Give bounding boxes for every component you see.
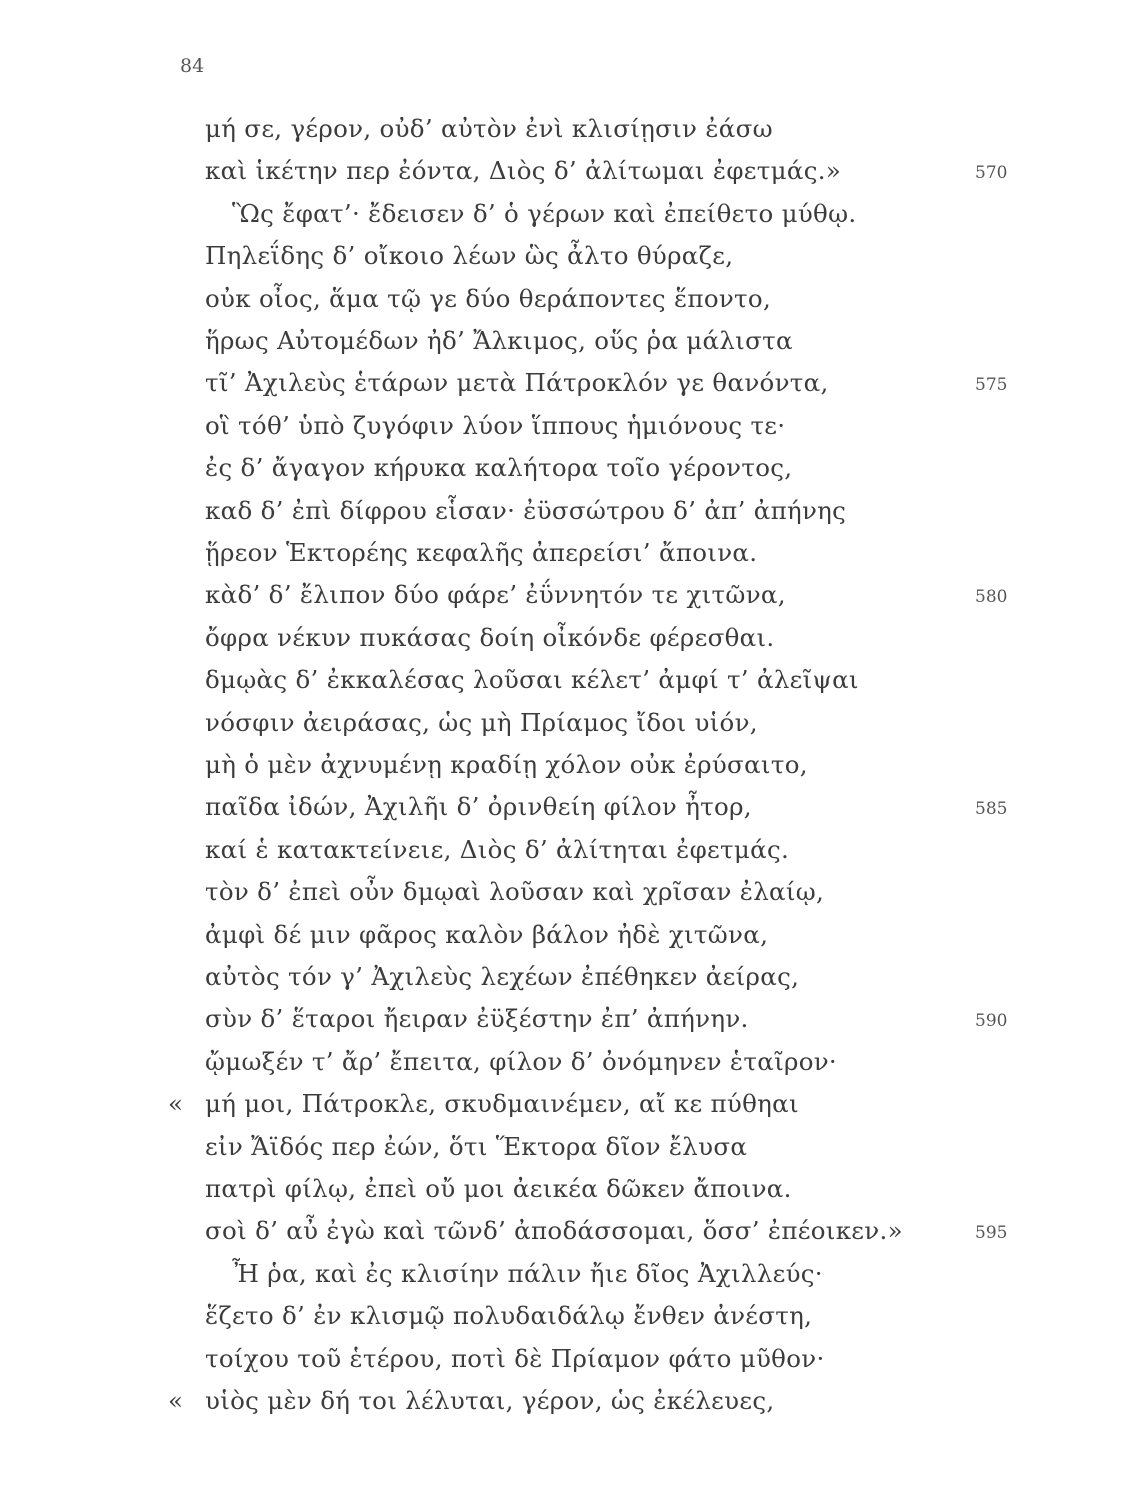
verse-text: υἱὸς μὲν δή τοι λέλυται, γέρον, ὡς ἐκέλευες, — [205, 1386, 775, 1415]
verse-line — [0, 193, 1148, 236]
line-number: 590 — [975, 1011, 1008, 1032]
verse-line — [0, 1210, 1148, 1253]
verse-text: νόσφιν ἀειράσας, ὡς μὴ Πρίαμος ἴδοι υἱόν, — [205, 707, 758, 737]
verse-line — [0, 659, 1148, 702]
verse-line — [0, 1338, 1148, 1381]
verse-line — [0, 1253, 1148, 1296]
verse-text: ᾤμωξέν τ’ ἄρ’ ἔπειτα, φίλον δ’ ὀνόμηνεν ἑταῖρον· — [205, 1046, 838, 1076]
verse-line — [0, 362, 1148, 405]
verse-text: οὐκ οἶος, ἅμα τῷ γε δύο θεράποντες ἕποντο, — [205, 283, 772, 313]
verse-line — [0, 574, 1148, 617]
verse-text: τῖ’ Ἀχιλεὺς ἑτάρων μετὰ Πάτροκλόν γε θανόντα, — [205, 368, 829, 398]
verse-line — [0, 447, 1148, 490]
verse-line — [0, 871, 1148, 914]
verse-text: ὄφρα νέκυν πυκάσας δοίη οἶκόνδε φέρεσθαι. — [205, 622, 775, 652]
verse-line — [0, 1126, 1148, 1169]
line-number: 570 — [975, 163, 1008, 184]
opening-quote-mark: « — [168, 1386, 183, 1415]
verse-line — [0, 532, 1148, 575]
verse-line — [0, 914, 1148, 957]
line-number: 580 — [975, 587, 1008, 608]
verse-line — [0, 786, 1148, 829]
verse-text: σοὶ δ’ αὖ ἐγὼ καὶ τῶνδ’ ἀποδάσσομαι, ὅσσ’ ἐπέοικεν.» — [205, 1216, 903, 1246]
verse-text: εἰν Ἄϊδός περ ἐών, ὅτι Ἕκτορα δῖον ἔλυσα — [205, 1131, 748, 1161]
verse-text: τὸν δ’ ἐπεὶ οὖν δμῳαὶ λοῦσαν καὶ χρῖσαν ἐλαίῳ, — [205, 877, 825, 907]
verse-text: κὰδ’ δ’ ἔλιπον δύο φάρε’ ἐΰννητόν τε χιτῶνα, — [205, 580, 786, 610]
page-number: 84 — [180, 55, 205, 77]
line-number: 575 — [975, 375, 1008, 396]
verse-text: ἕζετο δ’ ἐν κλισμῷ πολυδαιδάλῳ ἔνθεν ἀνέστη, — [205, 1301, 813, 1331]
verse-text: Ἦ ῥα, καὶ ἐς κλισίην πάλιν ἤιε δῖος Ἀχιλλεύς· — [232, 1258, 823, 1288]
verse-text: Ὣς ἔφατ’· ἔδεισεν δ’ ὁ γέρων καὶ ἐπείθετο μύθῳ. — [232, 198, 857, 228]
verse-text: ἐς δ’ ἄγαγον κήρυκα καλήτορα τοῖο γέροντος, — [205, 453, 793, 483]
verse-text: μὴ ὁ μὲν ἀχνυμένῃ κραδίῃ χόλον οὐκ ἐρύσαιτο, — [205, 750, 808, 779]
verse-line — [0, 702, 1148, 745]
verse-text: τοίχου τοῦ ἑτέρου, ποτὶ δὲ Πρίαμον φάτο μῦθον· — [205, 1343, 825, 1373]
verse-line — [0, 1168, 1148, 1211]
verse-line — [0, 956, 1148, 999]
verse-line — [0, 405, 1148, 448]
verse-line — [0, 829, 1148, 872]
verse-line — [0, 235, 1148, 278]
verse-line — [0, 108, 1148, 151]
verse-line — [0, 1041, 1148, 1084]
verse-text: πατρὶ φίλῳ, ἐπεὶ οὔ μοι ἀεικέα δῶκεν ἄποινα. — [205, 1174, 792, 1203]
verse-text: οἳ τόθ’ ὑπὸ ζυγόφιν λύον ἵππους ἡμιόνους τε· — [205, 410, 786, 440]
verse-line — [0, 1295, 1148, 1338]
verse-text: καί ἑ κατακτείνειε, Διὸς δ’ ἀλίτηται ἐφετμάς. — [205, 834, 790, 864]
verse-line — [0, 150, 1148, 193]
line-number: 595 — [975, 1223, 1008, 1244]
verse-text: ἀμφὶ δέ μιν φᾶρος καλὸν βάλον ἠδὲ χιτῶνα, — [205, 919, 769, 949]
verse-line — [0, 320, 1148, 363]
verse-text: Πηλεΐδης δ’ οἴκοιο λέων ὣς ἆλτο θύραζε, — [205, 241, 734, 271]
verse-text: παῖδα ἰδών, Ἀχιλῆι δ’ ὀρινθείη φίλον ἦτορ, — [205, 792, 752, 822]
verse-text: καδ δ’ ἐπὶ δίφρου εἷσαν· ἐϋσσώτρου δ’ ἀπ’ ἀπήνης — [205, 495, 847, 525]
verse-line — [0, 617, 1148, 660]
opening-quote-mark: « — [168, 1089, 183, 1119]
verse-line — [0, 1380, 1148, 1423]
verse-line — [0, 490, 1148, 533]
verse-text: μή μοι, Πάτροκλε, σκυδμαινέμεν, αἴ κε πύθηαι — [205, 1089, 799, 1119]
verse-text: ἥρως Αὐτομέδων ἠδ’ Ἄλκιμος, οὕς ῥα μάλιστα — [205, 326, 793, 355]
verse-text: αὐτὸς τόν γ’ Ἀχιλεὺς λεχέων ἐπέθηκεν ἀείρας, — [205, 962, 800, 991]
verse-line — [0, 278, 1148, 321]
verse-line — [0, 1083, 1148, 1126]
verse-text: μή σε, γέρον, οὐδ’ αὐτὸν ἐνὶ κλισίῃσιν ἐάσω — [205, 114, 773, 143]
line-number: 585 — [975, 799, 1008, 820]
verse-text: ᾕρεον Ἑκτορέης κεφαλῆς ἀπερείσι’ ἄποινα. — [205, 538, 758, 567]
verse-text: καὶ ἱκέτην περ ἐόντα, Διὸς δ’ ἀλίτωμαι ἐφετμάς.» — [205, 156, 842, 186]
verse-line — [0, 998, 1148, 1041]
verse-line — [0, 744, 1148, 787]
verse-text: δμῳὰς δ’ ἐκκαλέσας λοῦσαι κέλετ’ ἀμφί τ’ ἀλεῖψαι — [205, 665, 859, 695]
verse-text: σὺν δ’ ἕταροι ἤειραν ἐϋξέστην ἐπ’ ἀπήνην. — [205, 1004, 749, 1034]
